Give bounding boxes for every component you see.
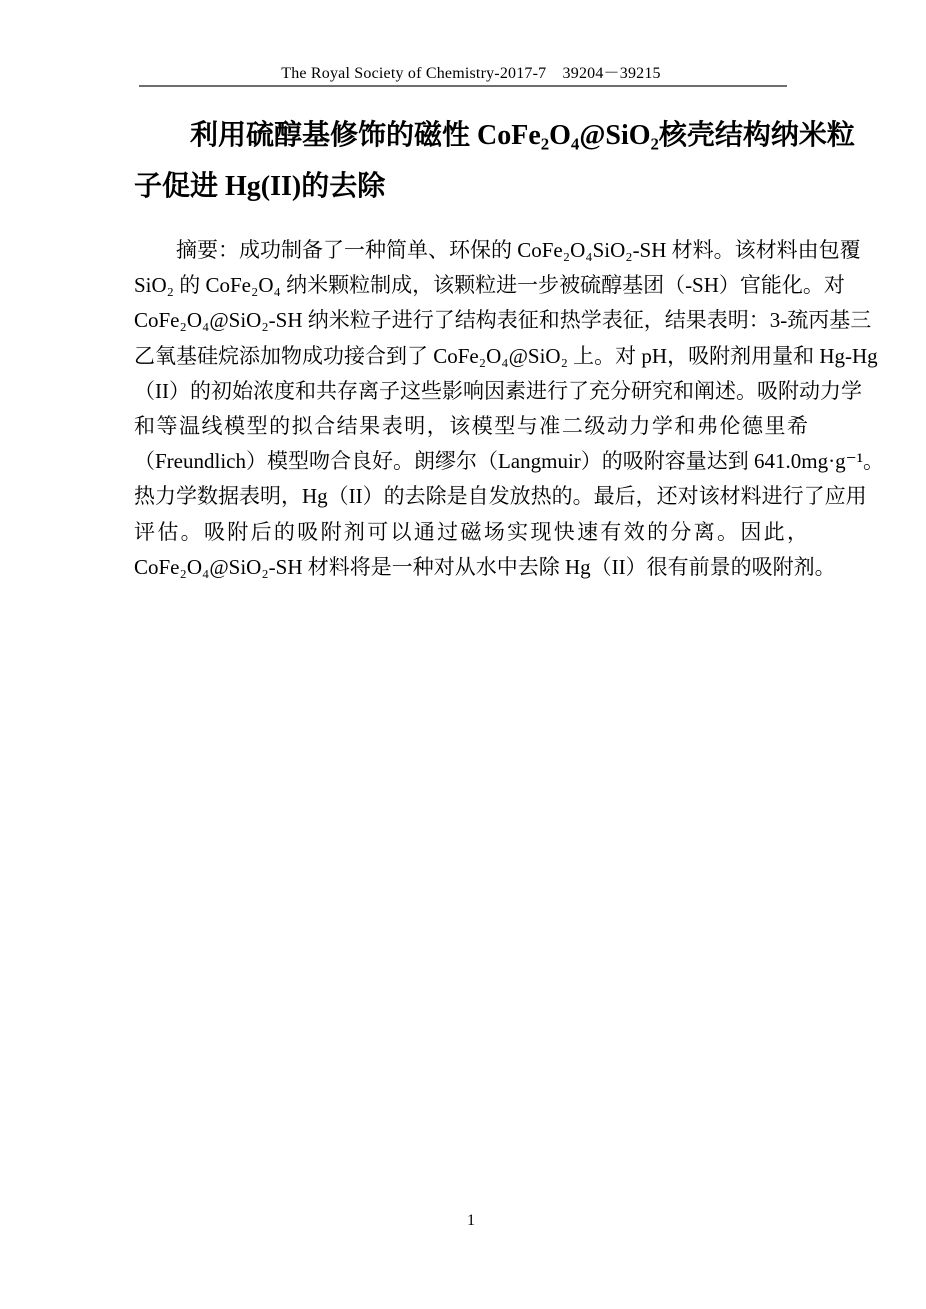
- paper-title-line-1: 利用硫醇基修饰的磁性 CoFe₂O₄@SiO₂核壳结构纳米粒: [190, 120, 855, 151]
- abstract-line-5: （II）的初始浓度和共存离子这些影响因素进行了充分研究和阐述。吸附动力学: [134, 378, 862, 403]
- page-number: 1: [467, 1212, 475, 1229]
- abstract-line-8: 热力学数据表明，Hg（II）的去除是自发放热的。最后，还对该材料进行了应用: [134, 484, 867, 509]
- abstract-line-4: 乙氧基硅烷添加物成功接合到了 CoFe₂O₄@SiO₂ 上。对 pH，吸附剂用量和 Hg-Hg: [134, 343, 878, 368]
- abstract-line-6: 和等温线模型的拟合结果表明，该模型与准二级动力学和弗伦德里希: [134, 413, 808, 438]
- abstract-line-10: CoFe₂O₄@SiO₂-SH 材料将是一种对从水中去除 Hg（II）很有前景的吸附剂。: [134, 554, 836, 579]
- header-divider-rule: [139, 85, 787, 87]
- abstract-line-7: （Freundlich）模型吻合良好。朗缪尔（Langmuir）的吸附容量达到 641.0mg·g⁻¹。: [134, 449, 884, 474]
- abstract-line-2: SiO₂ 的 CoFe₂O₄ 纳米颗粒制成，该颗粒进一步被硫醇基团（-SH）官能化。对: [134, 273, 845, 298]
- abstract-line-1: 摘要：成功制备了一种简单、环保的 CoFe₂O₄SiO₂-SH 材料。该材料由包覆: [176, 238, 861, 262]
- abstract-paragraph: [134, 233, 884, 585]
- paper-title-line-2: 子促进 Hg(II)的去除: [134, 171, 386, 202]
- abstract-line-3: CoFe₂O₄@SiO₂-SH 纳米粒子进行了结构表征和热学表征，结果表明：3-巯丙基三: [134, 308, 872, 333]
- journal-header: The Royal Society of Chemistry-2017-7 39204－39215: [281, 65, 661, 82]
- abstract-line-9: 评估。吸附后的吸附剂可以通过磁场实现快速有效的分离。因此，: [134, 519, 808, 544]
- paper-title: [134, 110, 855, 212]
